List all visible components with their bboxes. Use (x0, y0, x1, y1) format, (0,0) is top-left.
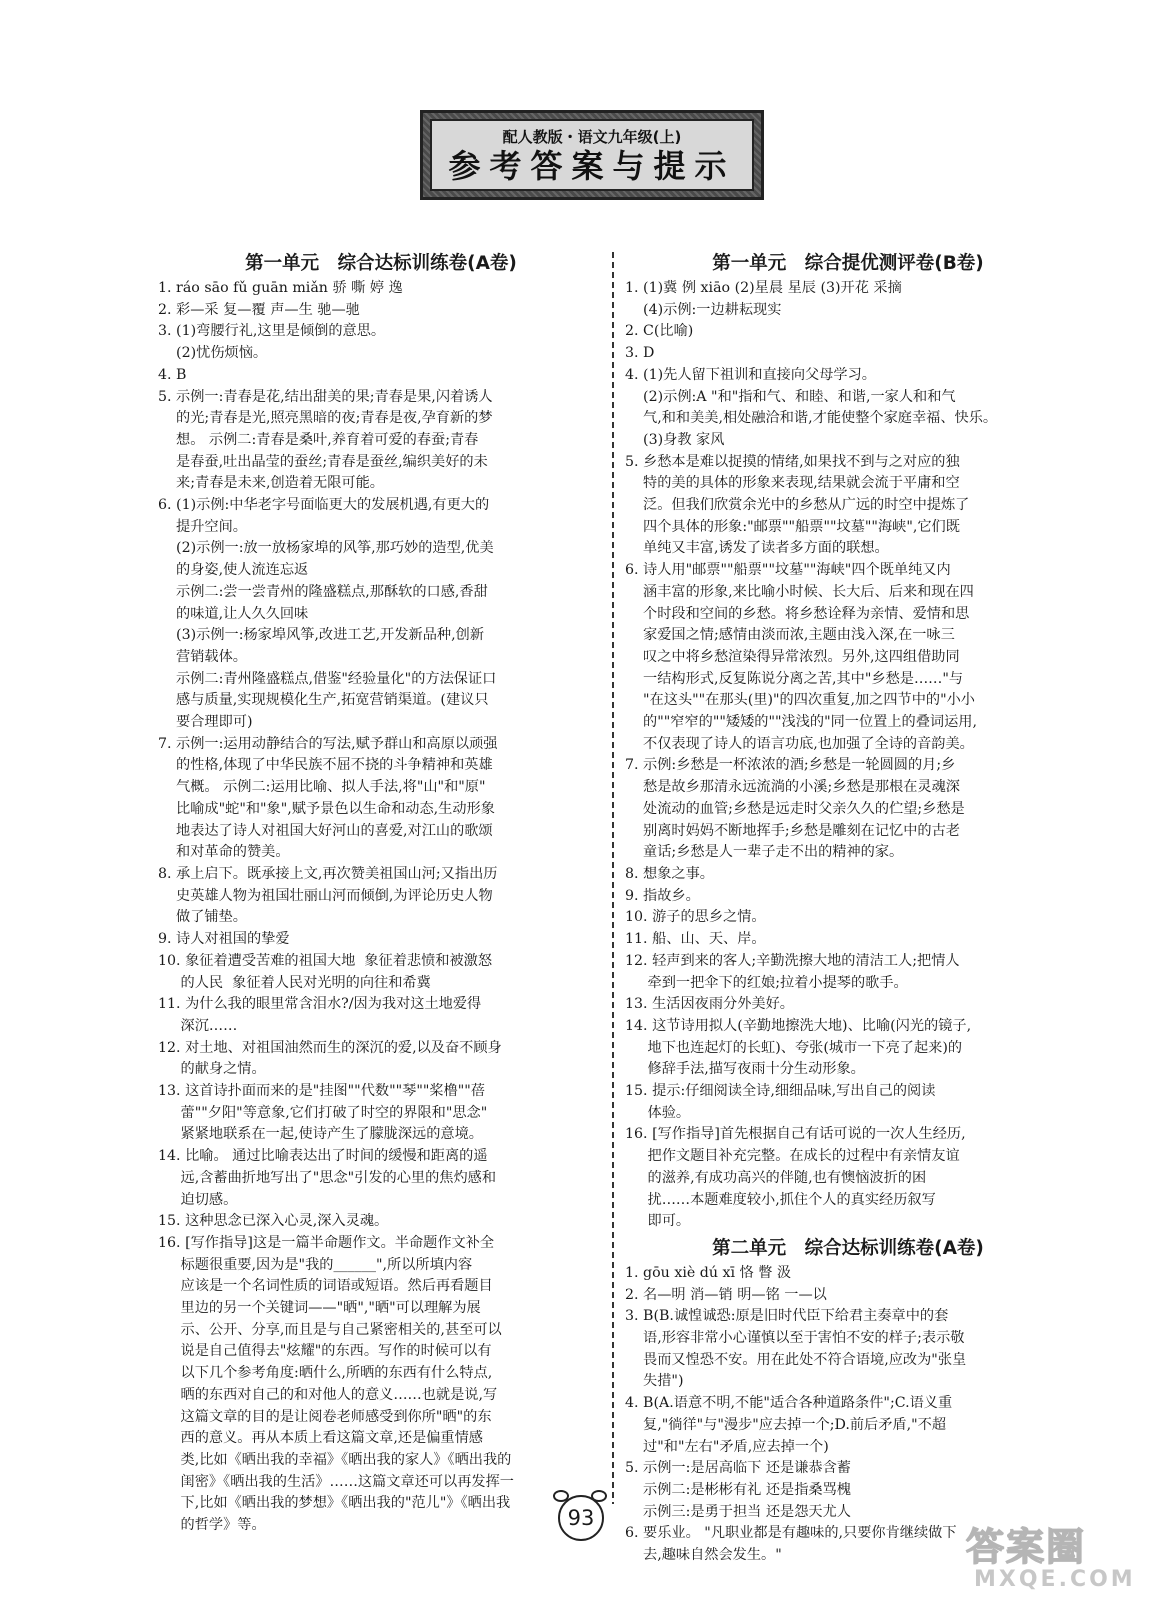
answer-line: (2)示例:A "和"指和气、和睦、和谐,一家人和和气 (625, 388, 956, 405)
answer-line: 愁是故乡那清永远流淌的小溪;乡愁是那根在灵魂深 (625, 779, 960, 796)
answer-line: 2. 彩—采 复—覆 声—生 驰—驰 (158, 301, 360, 318)
answer-line: 7. 示例:乡愁是一杯浓浓的酒;乡愁是一轮圆圆的月;乡 (625, 757, 956, 774)
watermark-top-text: 答案圈 (966, 1525, 1087, 1569)
answer-line: "在这头""在那头(里)"的四次重复,加之四节中的"小小 (625, 692, 975, 709)
answer-line: 2. 名—明 消—销 明—铭 一—以 (625, 1286, 827, 1303)
answer-line: (3)身教 家风 (625, 431, 725, 448)
watermark-logo (966, 1516, 1146, 1592)
answer-line: 8. 承上启下。既承接上文,再次赞美祖国山河;又指出历 (158, 865, 498, 882)
answer-line: 的哲学》等。 (158, 1517, 266, 1534)
answer-line: 过"和"左右"矛盾,应去掉一个) (625, 1438, 829, 1455)
answer-line: 的味道,让人久久回味 (158, 605, 309, 622)
page-number-badge (551, 1488, 609, 1546)
left-column (158, 248, 604, 1537)
answer-line: 5. 示例一:青春是花,结出甜美的果;青春是果,闪着诱人 (158, 388, 493, 405)
section-heading-unit1-a: 第一单元 综合达标训练卷(A卷) (245, 253, 517, 274)
answer-line: 3. D (625, 345, 655, 362)
answer-line: 要合理即可) (158, 714, 253, 731)
answer-line: 是春蚕,吐出晶莹的蚕丝;青春是蚕丝,编织美好的未 (158, 453, 488, 470)
answer-line: 5. 示例一:是居高临下 还是谦恭含蓄 (625, 1460, 851, 1477)
answer-line: 10. 游子的思乡之情。 (625, 909, 766, 926)
answer-line: 1. (1)冀 例 xiāo (2)星晨 星辰 (3)开花 采摘 (625, 280, 902, 296)
answer-line: 别离时妈妈不断地挥手;乡愁是雕刻在记忆中的古老 (625, 822, 960, 839)
answer-line: 12. 轻声到来的客人;辛勤洗擦大地的清洁工人;把情人 (625, 952, 960, 969)
title-banner (420, 110, 764, 200)
answer-line: 1. gōu xiè dú xī 恪 瞥 汲 (625, 1264, 792, 1281)
answer-line: 14. 这节诗用拟人(辛勤地擦洗大地)、比喻(闪光的镜子, (625, 1017, 972, 1034)
answer-line: 特的美的具体的形象来表现,结果就会流于平庸和空 (625, 475, 960, 492)
answer-line: 10. 象征着遭受苦难的祖国大地 象征着悲愤和被激怒 (158, 952, 493, 969)
answer-line: 地表达了诗人对祖国大好河山的喜爱,对江山的歌颂 (158, 822, 493, 839)
answer-line: 说是自己值得去"炫耀"的东西。写作的时候可以有 (158, 1343, 492, 1360)
answer-line: 的身姿,使人流连忘返 (158, 562, 309, 579)
answer-line: 以下几个参考角度:晒什么,所晒的东西有什么特点, (158, 1365, 493, 1382)
answer-line: 16. [写作指导]这是一篇半命题作文。半命题作文补全 (158, 1234, 495, 1251)
answer-line: 里边的另一个关键词——"晒","晒"可以理解为展 (158, 1300, 481, 1317)
answer-line: 体验。 (625, 1104, 691, 1121)
answer-line: 西的意义。再从本质上看这篇文章,还是偏重情感 (158, 1430, 483, 1447)
answer-line: 来;青春是未来,创造着无限可能。 (158, 475, 384, 492)
answer-line: 4. B (158, 366, 187, 383)
answer-line: 蕾""夕阳"等意象,它们打破了时空的界限和"思念" (158, 1104, 488, 1121)
answer-line: 深沉…… (158, 1017, 238, 1034)
answer-line: 处流动的血管;乡愁是远走时父亲久久的伫望;乡愁是 (625, 800, 965, 817)
section-heading-unit1-b: 第一单元 综合提优测评卷(B卷) (712, 253, 984, 274)
answer-line: 13. 生活因夜雨分外美好。 (625, 996, 794, 1013)
answer-line: 的献身之情。 (158, 1061, 266, 1078)
answer-line: 这篇文章的目的是让阅卷老师感受到你所"晒"的东 (158, 1408, 492, 1425)
answer-line: 比喻成"蛇"和"象",赋予景色以生命和动态,生动形象 (158, 800, 495, 817)
answer-line: 的性格,体现了中华民族不屈不挠的斗争精神和英雄 (158, 757, 493, 774)
answer-line: 迫切感。 (158, 1191, 238, 1208)
answer-line: 13. 这首诗扑面而来的是"挂图""代数""琴""桨橹""蓓 (158, 1083, 485, 1100)
answer-line: 示、公开、分享,而且是与自己紧密相关的,甚至可以 (158, 1321, 502, 1338)
answer-line: 下,比如《晒出我的梦想》《晒出我的"范儿"》《晒出我 (158, 1495, 511, 1512)
answer-line: 4. (1)先人留下祖训和直接向父母学习。 (625, 366, 876, 383)
answer-line: 11. 船、山、天、岸。 (625, 931, 766, 948)
answer-line: 童话;乡愁是人一辈子走不出的精神的家。 (625, 844, 904, 861)
answer-line: 失措") (625, 1373, 684, 1390)
answer-line: 不仅表现了诗人的语言功底,也加强了全诗的音韵美。 (625, 735, 974, 752)
answer-line: 应该是一个名词性质的词语或短语。然后再看题目 (158, 1278, 493, 1295)
answer-line: 6. 要乐业。 "凡职业都是有趣味的,只要你肯继续做下 (625, 1525, 957, 1542)
answer-line: 2. C(比喻) (625, 323, 694, 340)
answer-line: (3)示例一:杨家埠风筝,改进工艺,开发新品种,创新 (158, 627, 485, 644)
answer-line: 14. 比喻。 通过比喻表达出了时间的缓慢和距离的遥 (158, 1148, 488, 1165)
answer-line: 15. 这种思念已深入心灵,深入灵魂。 (158, 1213, 389, 1230)
answer-line: 气,和和美美,相处融洽和谐,才能使整个家庭幸福、快乐。 (625, 410, 998, 427)
answer-line: 叹之中将乡愁渲染得异常浓烈。另外,这四组借助同 (625, 648, 960, 665)
answer-line: 6. (1)示例:中华老字号面临更大的发展机遇,有更大的 (158, 497, 490, 514)
answer-line: 涵丰富的形象,来比喻小时候、长大后、后来和现在四 (625, 583, 974, 600)
answer-line: 8. 想象之事。 (625, 865, 714, 882)
watermark-bottom-text: MXQE.COM (974, 1567, 1136, 1592)
answer-line: 远,含蓄曲折地写出了"思念"引发的心里的焦灼感和 (158, 1169, 497, 1186)
answer-line: 示例二:是彬彬有礼 还是指桑骂槐 (625, 1481, 851, 1498)
answer-line: 扰……本题难度较小,抓住个人的真实经历叙写 (625, 1191, 936, 1208)
answer-line: 标题很重要,因为是"我的______",所以所填内容 (158, 1256, 473, 1273)
answer-line: 的""窄窄的""矮矮的""浅浅的"同一位置上的叠词运用, (625, 714, 977, 731)
answer-line: 气概。 示例二:运用比喻、拟人手法,将"山"和"原" (158, 779, 486, 796)
answer-line: 史英雄人物为祖国壮丽山河而倾倒,为评论历史人物 (158, 887, 493, 904)
answer-line: 的人民 象征着人民对光明的向往和希冀 (158, 974, 431, 991)
answer-line: 4. B(A.语意不明,不能"适合各种道路条件";C.语义重 (625, 1395, 953, 1412)
answer-line: 地下也连起灯的长虹)、夸张(城市一下亮了起来)的 (625, 1039, 963, 1056)
answer-line: 类,比如《晒出我的幸福》《晒出我的家人》《晒出我的 (158, 1451, 512, 1468)
answer-line: 示例三:是勇于担当 还是怨天尤人 (625, 1503, 851, 1520)
answer-line: (2)忧伤烦恼。 (158, 345, 268, 362)
answer-line: 的光;青春是光,照亮黑暗的夜;青春是夜,孕育新的梦 (158, 410, 493, 427)
answer-line: 5. 乡愁本是难以捉摸的情绪,如果找不到与之对应的独 (625, 453, 960, 470)
answer-line: 复,"徜徉"与"漫步"应去掉一个;D.前后矛盾,"不超 (625, 1416, 947, 1433)
answer-line: 15. 提示:仔细阅读全诗,细细品味,写出自己的阅读 (625, 1083, 936, 1100)
answer-line: 去,趣味自然会发生。" (625, 1547, 782, 1564)
answer-line: 3. B(B.诚惶诚恐:原是旧时代臣下给君主奏章中的套 (625, 1308, 949, 1325)
answer-line: 11. 为什么我的眼里常含泪水?/因为我对这土地爱得 (158, 996, 482, 1013)
banner-title: 参考答案与提示 (448, 146, 736, 185)
answer-line: 做了铺垫。 (158, 909, 247, 926)
answer-line: 提升空间。 (158, 518, 247, 535)
answer-line: 单纯又丰富,诱发了读者多方面的联想。 (625, 540, 889, 557)
answer-line: 晒的东西对自己的和对他人的意义……也就是说,写 (158, 1386, 498, 1403)
section-body-unit1-b (625, 278, 1071, 1233)
answer-line: 16. [写作指导]首先根据自己有话可说的一次人生经历, (625, 1126, 966, 1143)
right-column (625, 248, 1071, 1567)
answer-line: 把作文题目补充完整。在成长的过程中有亲情友谊 (625, 1148, 960, 1165)
section-heading-unit2-a: 第二单元 综合达标训练卷(A卷) (712, 1237, 984, 1259)
title-banner-inner (430, 119, 754, 191)
answer-line: 语,形容非常小心谨慎以至于害怕不安的样子;表示敬 (625, 1330, 965, 1347)
answer-line: 即可。 (625, 1213, 691, 1230)
answer-line: (4)示例:一边耕耘现实 (625, 301, 782, 318)
answer-line: 示例二:青州隆盛糕点,借鉴"经验量化"的方法保证口 (158, 670, 497, 687)
answer-line: 牵到一把伞下的红娘;拉着小提琴的歌手。 (625, 974, 908, 991)
answer-line: 一结构形式,反复陈说分离之苦,其中"乡愁是……"与 (625, 670, 964, 687)
column-divider (612, 252, 614, 1504)
answer-line: 个时段和空间的乡愁。将乡愁诠释为亲情、爱情和思 (625, 605, 970, 622)
answer-line: 6. 诗人用"邮票""船票""坟墓""海峡"四个既单纯又内 (625, 562, 951, 579)
answer-line: 闺密》《晒出我的生活》……这篇文章还可以再发挥一 (158, 1473, 514, 1490)
answer-line: 示例二:尝一尝青州的隆盛糕点,那酥软的口感,香甜 (158, 583, 488, 600)
answer-line: 9. 指故乡。 (625, 887, 700, 904)
answer-line: 四个具体的形象:"邮票""船票""坟墓""海峡",它们既 (625, 518, 960, 535)
answer-line: 和对革命的赞美。 (158, 844, 290, 861)
answer-line: 感与质量,实现规模化生产,拓宽营销渠道。(建议只 (158, 692, 489, 709)
answer-line: 想。 示例二:青春是桑叶,养育着可爱的春蚕;青春 (158, 431, 479, 448)
answer-line: 家爱国之情;感情由淡而浓,主题由浅入深,在一咏三 (625, 627, 955, 644)
answer-line: 修辞手法,描写夜雨十分生动形象。 (625, 1061, 865, 1078)
section-body-unit1-a (158, 278, 604, 1537)
answer-line: 紧紧地联系在一起,使诗产生了朦胧深远的意境。 (158, 1126, 483, 1143)
answer-line: (2)示例一:放一放杨家埠的风筝,那巧妙的造型,优美 (158, 540, 494, 557)
answer-line: 3. (1)弯腰行礼,这里是倾倒的意思。 (158, 323, 386, 340)
answer-line: 泛。但我们欣赏余光中的乡愁从广远的时空中提炼了 (625, 497, 970, 514)
answer-line: 7. 示例一:运用动静结合的写法,赋予群山和高原以顽强 (158, 735, 498, 752)
answer-line: 畏而又惶恐不安。用在此处不符合语境,应改为"张皇 (625, 1351, 967, 1368)
banner-subtitle: 配人教版・语文九年级(上) (502, 127, 682, 146)
page-number: 93 (558, 1495, 604, 1541)
answer-line: 的滋养,有成功高兴的伴随,也有懊恼波折的困 (625, 1169, 927, 1186)
answer-line: 12. 对土地、对祖国油然而生的深沉的爱,以及奋不顾身 (158, 1039, 502, 1056)
answer-line: 1. ráo sāo fǔ guān miǎn 骄 嘶 婷 逸 (158, 280, 403, 296)
answer-line: 营销载体。 (158, 648, 247, 665)
answer-line: 9. 诗人对祖国的挚爱 (158, 931, 290, 948)
